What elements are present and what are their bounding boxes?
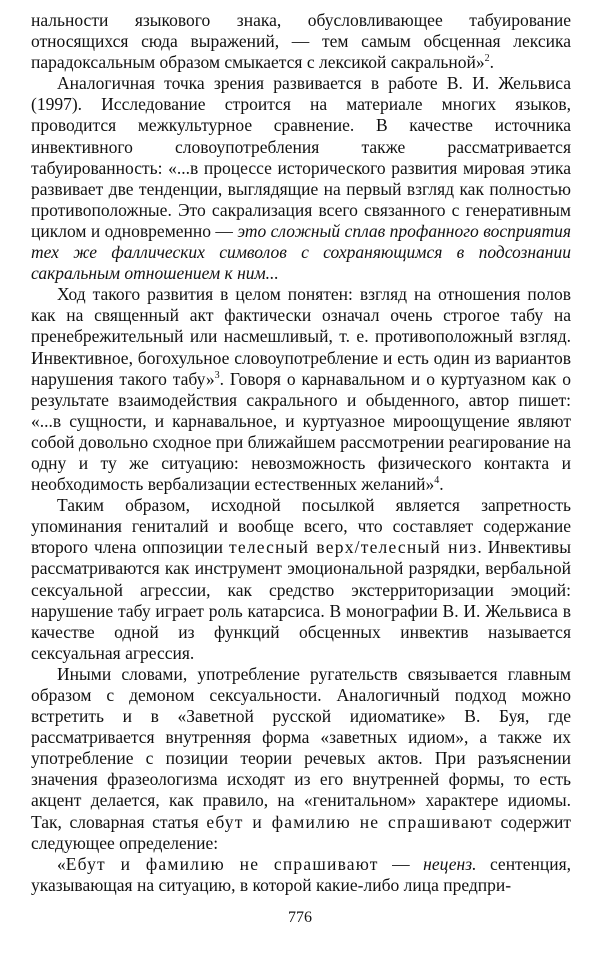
text-run: . (489, 52, 495, 73)
text-run: . Говоря о карнавальном и о куртуазном как о результате взаимодействия сакрального и обыденного, автор пишет: «...в сущности, и карнавальное, и куртуазное мироощущение являют собой довольно сходное при ближайшем рассмотрении реагирование на одну и ту же ситуацию: невозможность физического контакта и необходимость вербализации естественных желаний» (31, 368, 571, 495)
page-number: 776 (288, 909, 312, 926)
italic-run: это сложный сплав профанного восприятия тех же фаллических символов с сохраняющимся в подсознании сакральным отношением к ним... (31, 220, 571, 284)
spaced-run: ебут и фамилию не спрашивают (206, 811, 493, 832)
text-run: Иными словами, употребление ругательств связывается главным образом с демоном сексуальности. Аналогичный подход можно встретить и в «Заветной русской идиоматике» В. Буя, где рассматривается внутренняя форма «заветных идиом», а также их употребление с позиции теории речевых актов. При разъяснении значения фразеологизма исходят из его внутренней формы, то есть акцент делается, как правило, на «генитальном» характере идиомы. Так, словарная статья (31, 663, 571, 832)
paragraph-3 (31, 284, 571, 495)
footnote-ref: 3 (214, 369, 220, 381)
text-run: Аналогичная точка зрения развивается в работе В. И. Жельвиса (1997). Исследование строится на материале многих языков, проводится межкультурное сравнение. В качестве источника инвективного словоупотребления также рассматривается табуированность: «...в процессе исторического развития мировая этика развивает две тенденции, выглядящие на первый взгляд как полностью противоположные. Это сакрализация всего связанного с генеративным циклом и одновременно — (31, 73, 571, 241)
paragraph-1 (31, 10, 571, 73)
text-run: « (57, 853, 66, 874)
paragraph-4 (31, 495, 571, 664)
text-run: содержит следующее определение: (31, 811, 571, 853)
paragraph-6 (31, 854, 571, 896)
body-text (31, 10, 571, 896)
text-run: Таким образом, исходной посылкой является запретность упоминания гениталий и вообще всего, что составляет содержание второго члена оппозиции (31, 495, 571, 558)
text-run: Ход такого развития в целом понятен: взгляд на отношения полов как на священный акт фактически означал очень строгое табу на пренебрежительный или насмешливый, т. е. противоположный взгляд. Инвективное, богохульное словоупотребление и есть один из вариантов нарушения такого табу» (31, 284, 571, 389)
spaced-run: Ебут и фамилию не спрашивают (65, 853, 379, 874)
spaced-run: телесный верх/телесный низ (229, 537, 478, 558)
footnote-ref: 2 (484, 53, 490, 65)
italic-run: неценз. (423, 853, 477, 874)
paragraph-2 (31, 73, 571, 284)
text-run: . Инвективы рассматриваются как инструмент эмоциональной разрядки, вербальной сексуальной агрессии, как средство экстерриторизации эмоций: нарушение табу играет роль катарсиса. В монографии В. И. Жельвиса в качестве одной из функций обсценных инвектив называется сексуальная агрессия. (31, 537, 571, 663)
text-run: сентенция, указывающая на ситуацию, в которой какие-либо лица предпри- (31, 853, 571, 895)
text-run: . (439, 474, 444, 495)
text-run: нальности языкового знака, обусловливающее табуирование относящихся сюда выражений, — тем самым обсценная лексика парадоксальным образом смыкается с лексикой сакральной» (31, 10, 571, 73)
text-run: — (378, 853, 424, 874)
paragraph-5 (31, 664, 571, 854)
footnote-ref: 4 (434, 475, 440, 487)
